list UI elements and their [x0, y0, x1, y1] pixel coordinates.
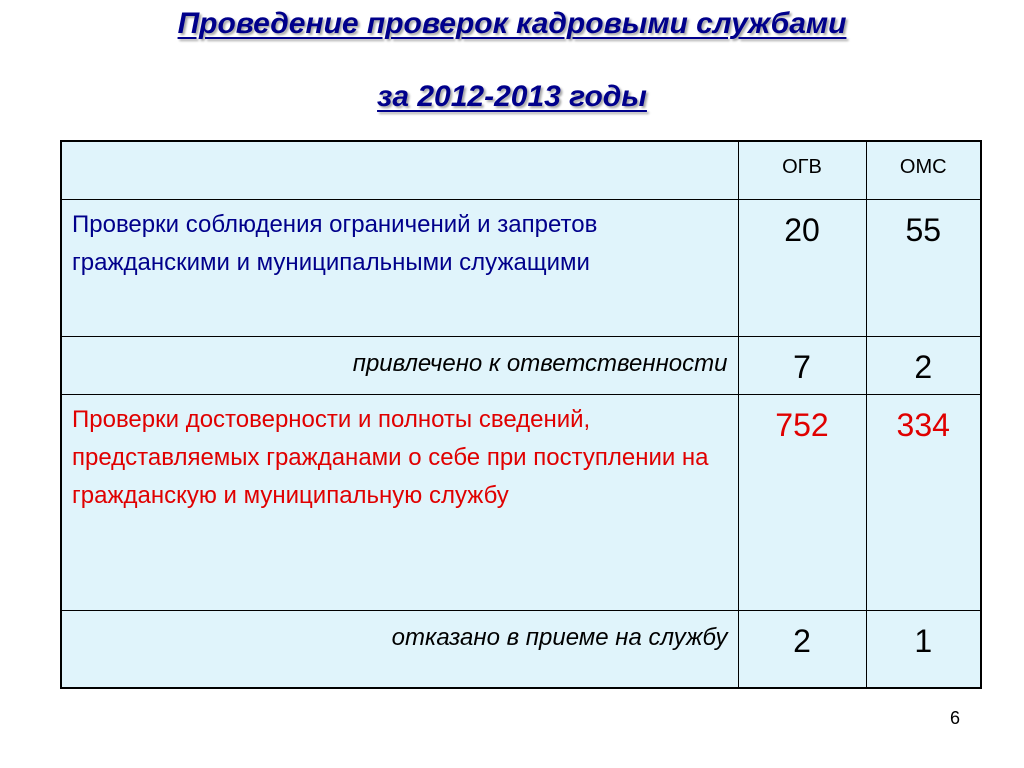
ogv-value: 7 — [738, 336, 866, 394]
ogv-value: 2 — [738, 610, 866, 688]
ogv-value: 20 — [738, 199, 866, 336]
oms-value: 334 — [866, 394, 981, 610]
row-label-cell — [61, 394, 738, 610]
table-row — [61, 199, 981, 336]
header-cell-oms: ОМС — [866, 141, 981, 199]
table-row — [61, 610, 981, 688]
header-cell-ogv: ОГВ — [738, 141, 866, 199]
ogv-value: 752 — [738, 394, 866, 610]
row-label: Проверки достоверности и полноты сведений, представляемых гражданами о себе при поступлении на гражданскую и муниципальную службу — [72, 405, 709, 509]
oms-value: 1 — [866, 610, 981, 688]
slide-title-line-1: Проведение проверок кадровыми службами — [177, 7, 847, 40]
row-label: Проверки соблюдения ограничений и запретов гражданскими и муниципальными служащими — [72, 210, 598, 276]
page-number: 6 — [950, 708, 961, 728]
row-label-cell — [61, 610, 738, 688]
table-header-row — [61, 141, 981, 199]
header-cell-empty — [61, 141, 738, 199]
row-label-cell — [61, 199, 738, 336]
row-label: привлечено к ответственности — [352, 349, 728, 377]
oms-value: 55 — [866, 199, 981, 336]
row-label-cell — [61, 336, 738, 394]
slide-title-line-2: за 2012-2013 годы — [377, 80, 647, 113]
table-row — [61, 336, 981, 394]
row-label: отказано в приеме на службу — [391, 623, 728, 651]
inspections-table — [60, 140, 982, 689]
table-row — [61, 394, 981, 610]
oms-value: 2 — [866, 336, 981, 394]
